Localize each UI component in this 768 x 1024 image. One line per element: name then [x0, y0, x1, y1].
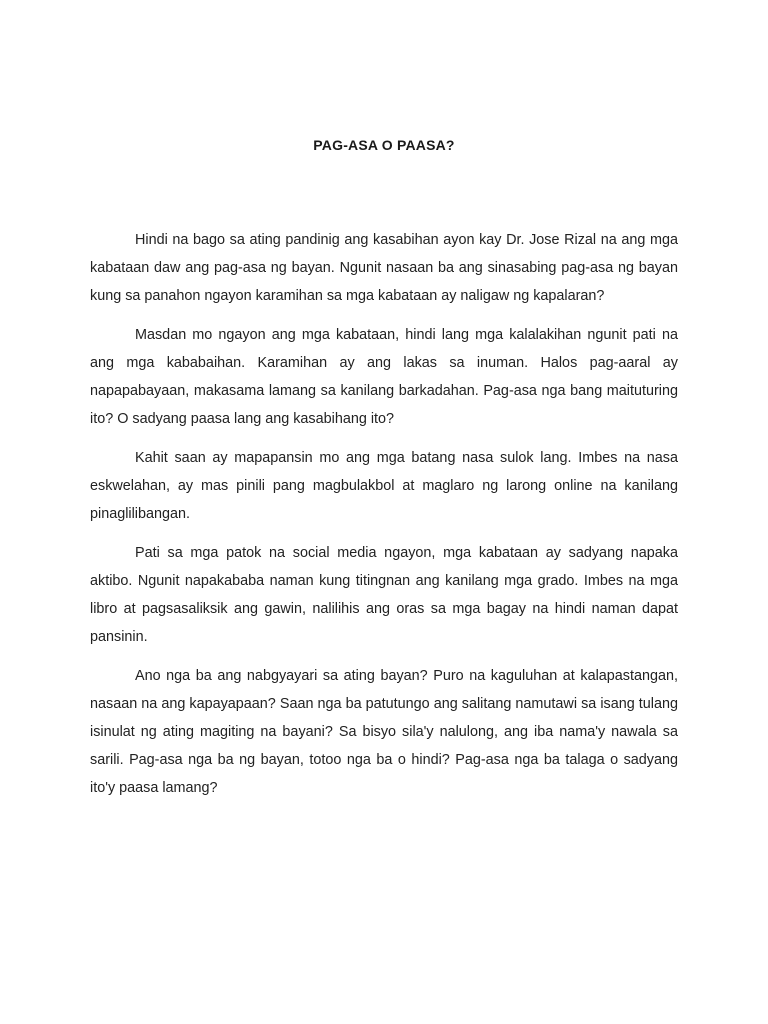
- paragraph-4: Pati sa mga patok na social media ngayon, mga kabataan ay sadyang napaka aktibo. Ngunit napakababa naman kung titingnan ang kanilang mga grado. Imbes na mga libro at pagsasaliksik ang gawin, nalilihis ang oras sa mga bagay na hindi naman dapat pansinin.: [90, 545, 678, 645]
- paragraph-3: Kahit saan ay mapapansin mo ang mga batang nasa sulok lang. Imbes na nasa eskwelahan, ay mas pinili pang magbulakbol at maglaro ng larong online na kanilang pinaglilibangan.: [90, 450, 678, 522]
- paragraph-2: Masdan mo ngayon ang mga kabataan, hindi lang mga kalalakihan ngunit pati na ang mga kababaihan. Karamihan ay ang lakas sa inuman. Halos pag-aaral ay napapabayaan, makasama lamang sa kanilang barkadahan. Pag-asa nga bang maituturing ito? O sadyang paasa lang ang kasabihang ito?: [90, 327, 678, 427]
- paragraph-1: Hindi na bago sa ating pandinig ang kasabihan ayon kay Dr. Jose Rizal na ang mga kabataan daw ang pag-asa ng bayan. Ngunit nasaan ba ang sinasabing pag-asa ng bayan kung sa panahon ngayon karamihan sa mga kabataan ay naligaw ng kapalaran?: [90, 232, 678, 304]
- paragraph-5: Ano nga ba ang nabgyayari sa ating bayan? Puro na kaguluhan at kalapastangan, nasaan na ang kapayapaan? Saan nga ba patutungo ang salitang namutawi sa isang tulang isinulat ng ating magiting na bayani? Sa bisyo sila'y nalulong, ang iba nama'y nawala sa sarili. Pag-asa nga ba ng bayan, totoo nga ba o hindi? Pag-asa nga ba talaga o sadyang ito'y paasa lamang?: [90, 668, 678, 796]
- document-body: [90, 226, 678, 813]
- document-title: PAG-ASA O PAASA?: [313, 137, 455, 153]
